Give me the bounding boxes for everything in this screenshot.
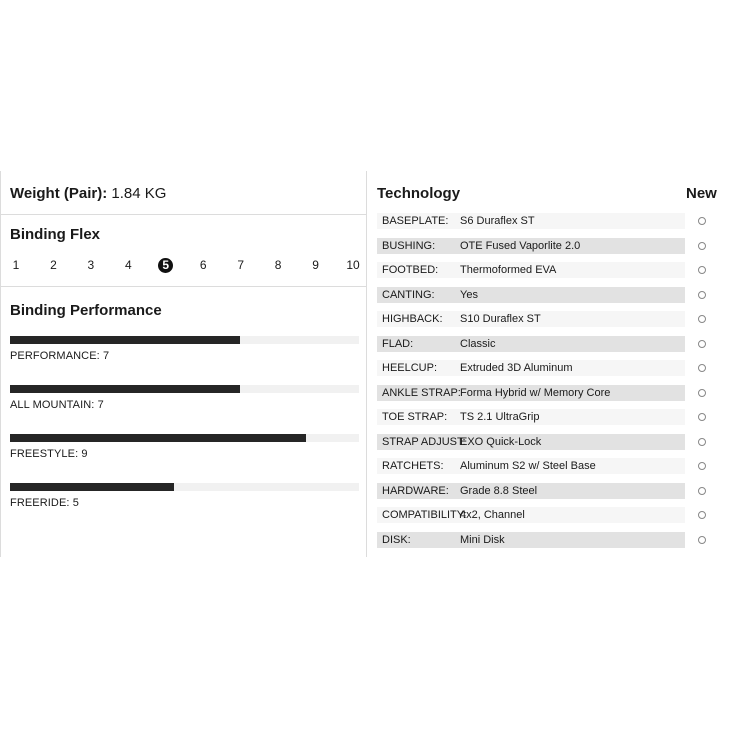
technology-key: ANKLE STRAP: (382, 386, 461, 399)
technology-value: Thermoformed EVA (460, 264, 557, 276)
technology-value: TS 2.1 UltraGrip (460, 411, 540, 423)
weight-label: Weight (Pair): (10, 185, 108, 202)
new-indicator-radio[interactable] (698, 340, 706, 348)
technology-key: HARDWARE: (382, 484, 449, 497)
technology-row (377, 434, 685, 450)
performance-label: ALL MOUNTAIN: 7 (10, 399, 104, 411)
technology-value: Yes (460, 288, 478, 301)
new-indicator-radio[interactable] (698, 536, 706, 544)
technology-row (377, 507, 685, 523)
technology-row (377, 311, 685, 327)
technology-row (377, 238, 685, 254)
technology-row (377, 483, 685, 499)
technology-key: STRAP ADJUST: (382, 435, 466, 448)
flex-value-1: 1 (12, 258, 20, 272)
technology-row (377, 360, 685, 376)
performance-row (10, 385, 359, 419)
technology-key: RATCHETS: (382, 460, 444, 472)
technology-value: Extruded 3D Aluminum (460, 362, 573, 374)
new-indicator-radio[interactable] (698, 487, 706, 495)
technology-key: FOOTBED: (382, 264, 439, 276)
new-indicator-radio[interactable] (698, 315, 706, 323)
new-indicator-radio[interactable] (698, 364, 706, 372)
performance-bar-fill (10, 434, 306, 442)
performance-row (10, 483, 359, 517)
technology-key: HIGHBACK: (382, 313, 443, 325)
technology-value: Classic (460, 337, 496, 350)
technology-value: OTE Fused Vaporlite 2.0 (460, 239, 581, 252)
divider (1, 286, 366, 287)
flex-value-10: 10 (346, 258, 360, 272)
performance-label: FREESTYLE: 9 (10, 448, 88, 460)
new-column-title: New (686, 185, 717, 202)
flex-value-2: 2 (50, 258, 57, 272)
flex-value-8: 8 (274, 258, 282, 272)
technology-key: DISK: (382, 533, 411, 546)
technology-key: BASEPLATE: (382, 215, 449, 227)
technology-key: BUSHING: (382, 239, 436, 252)
new-indicator-radio[interactable] (698, 413, 706, 421)
performance-bar-fill (10, 483, 174, 491)
technology-key: FLAD: (382, 337, 414, 350)
technology-key: CANTING: (382, 288, 435, 301)
new-indicator-radio[interactable] (698, 266, 706, 274)
technology-value: S6 Duraflex ST (460, 215, 535, 227)
divider (1, 214, 366, 215)
performance-label: PERFORMANCE: 7 (10, 350, 110, 362)
flex-value-9: 9 (312, 258, 319, 272)
technology-row (377, 336, 685, 352)
performance-bar-fill (10, 336, 240, 344)
weight-spec (10, 185, 166, 202)
performance-row (10, 336, 359, 370)
technology-value: EXO Quick-Lock (460, 435, 542, 448)
technology-row (377, 532, 685, 548)
technology-value: Aluminum S2 w/ Steel Base (460, 460, 596, 472)
performance-bar-track (10, 385, 359, 393)
technology-value: 4x2, Channel (460, 509, 525, 521)
flex-value-5: 5 (158, 258, 173, 273)
technology-panel (368, 171, 730, 557)
new-indicator-radio[interactable] (698, 242, 706, 250)
technology-value: Mini Disk (460, 533, 505, 546)
technology-row (377, 385, 685, 401)
flex-value-4: 4 (124, 258, 132, 272)
technology-value: Grade 8.8 Steel (460, 484, 538, 497)
new-indicator-radio[interactable] (698, 291, 706, 299)
flex-value-6: 6 (199, 258, 207, 272)
technology-title: Technology (377, 185, 461, 202)
technology-value: S10 Duraflex ST (460, 313, 541, 325)
new-indicator-radio[interactable] (698, 462, 706, 470)
performance-bar-track (10, 336, 359, 344)
technology-row (377, 262, 685, 278)
technology-key: HEELCUP: (382, 362, 438, 374)
technology-key: COMPATIBILITY: (382, 509, 467, 521)
binding-performance-title: Binding Performance (10, 302, 162, 319)
flex-value-3: 3 (87, 258, 95, 272)
weight-value: 1.84 KG (111, 185, 167, 202)
new-indicator-radio[interactable] (698, 389, 706, 397)
performance-bar-track (10, 483, 359, 491)
technology-row (377, 287, 685, 303)
binding-flex-scale (1, 255, 368, 275)
performance-row (10, 434, 359, 468)
performance-bar-track (10, 434, 359, 442)
technology-row (377, 458, 685, 474)
flex-value-7: 7 (237, 258, 244, 272)
specs-left-panel (0, 171, 367, 557)
technology-value: Forma Hybrid w/ Memory Core (460, 386, 611, 399)
binding-flex-title: Binding Flex (10, 226, 100, 243)
technology-row (377, 213, 685, 229)
new-indicator-radio[interactable] (698, 217, 706, 225)
new-indicator-radio[interactable] (698, 511, 706, 519)
new-indicator-radio[interactable] (698, 438, 706, 446)
technology-row (377, 409, 685, 425)
technology-key: TOE STRAP: (382, 411, 448, 423)
performance-label: FREERIDE: 5 (10, 497, 79, 509)
performance-bar-fill (10, 385, 240, 393)
